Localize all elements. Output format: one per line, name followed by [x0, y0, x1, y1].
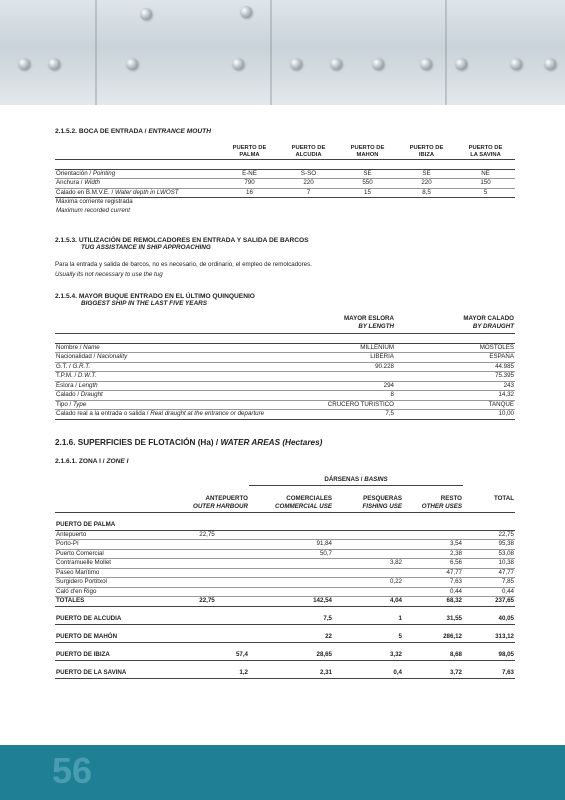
group-header-row [55, 476, 515, 486]
cell: 8,5 [397, 188, 456, 198]
cell: 2,38 [403, 549, 463, 559]
cell: 0,4 [333, 669, 403, 678]
cell [165, 633, 249, 642]
cell: 44.985 [395, 362, 515, 372]
cell: ESPAÑA [395, 353, 515, 363]
port-name: PUERTO DE PALMA [56, 521, 116, 529]
cell [249, 578, 333, 588]
label-en: Pointing [92, 169, 116, 177]
cell: SE [338, 169, 397, 179]
col-header-ibiza [397, 145, 456, 160]
plate-seam [445, 0, 447, 105]
cell [249, 587, 333, 597]
cell: 15 [338, 188, 397, 198]
label-es: Calado en B.M.V.E. / [56, 188, 115, 196]
cell: TANQUE [395, 400, 515, 410]
section-title-entrance-mouth [55, 128, 515, 135]
table-header-row [55, 495, 515, 513]
rivet-icon [510, 58, 522, 70]
col-header-en: OTHER USES [421, 503, 462, 510]
rivet-icon [455, 58, 467, 70]
header-banner-metal-plate [0, 0, 565, 105]
col-header-alcudia [279, 145, 338, 160]
water-areas-table [55, 476, 515, 679]
label-es: Calado real a la entrada o salida / [56, 410, 151, 418]
col-header-en: BY LENGTH [358, 323, 394, 330]
cell [333, 549, 403, 559]
cell: 6,56 [403, 559, 463, 569]
col-header-total: TOTAL [463, 495, 515, 513]
col-header-en: FISHING USE [362, 503, 402, 510]
cell: 294 [295, 381, 395, 391]
row-label: Surgidero Portitxol [55, 578, 165, 588]
cell [249, 568, 333, 578]
label-es: Tipo / [56, 400, 73, 408]
row-label [55, 353, 295, 363]
port-row [55, 651, 515, 660]
basins-group-header [249, 476, 463, 486]
row-label: PUERTO DE ALCUDIA [55, 615, 165, 624]
row-label [55, 343, 295, 353]
table-row [55, 353, 515, 363]
rivet-icon [544, 58, 556, 70]
section-title-zone-i [55, 458, 515, 465]
cell: 22,75 [165, 530, 249, 540]
label-es: Orientación / [56, 169, 93, 177]
cell: 5 [333, 633, 403, 642]
cell: 286,12 [403, 633, 463, 642]
col-header-line: PUERTO DE [232, 145, 267, 151]
table-row [55, 568, 515, 578]
page-number: 56 [52, 750, 93, 791]
label-es: Eslora / [56, 381, 79, 389]
cell: 7,63 [403, 578, 463, 588]
cell: 75.395 [395, 372, 515, 382]
row-label: Antepuerto [55, 530, 165, 540]
cell: 220 [279, 179, 338, 189]
title-en: WATER AREAS (Hectares) [220, 437, 323, 447]
cell: 10,00 [395, 410, 515, 420]
section-title-biggest-ship: 2.1.5.4. MAYOR BUQUE ENTRADO EN EL ÚLTIMO QUINQUENIO [55, 293, 255, 300]
cell: 7 [279, 188, 338, 198]
cell: NE [456, 169, 515, 179]
cell: 3,54 [403, 540, 463, 550]
label-en: Real draught at the entrance or departure [150, 410, 265, 418]
label-en: Name [83, 343, 100, 351]
cell: 22,75 [165, 597, 249, 607]
label-es: Calado / [56, 391, 81, 399]
cell: 50,7 [249, 549, 333, 559]
cell: 53,08 [463, 549, 515, 559]
rivet-icon [232, 58, 244, 70]
col-header-line: IBIZA [418, 152, 435, 158]
label-es: Nacionalidad / [56, 353, 97, 361]
section-title-water-areas [55, 438, 515, 447]
row-label [55, 372, 295, 382]
section-title-tug-assistance: 2.1.5.3. UTILIZACIÓN DE REMOLCADORES EN ENTRADA Y SALIDA DE BARCOS [55, 237, 309, 244]
row-label [55, 169, 220, 179]
cell: 16 [220, 188, 279, 198]
table-row [55, 530, 515, 540]
col-header-other [403, 495, 463, 513]
cell [333, 530, 403, 540]
cell: 243 [395, 381, 515, 391]
table-row [55, 343, 515, 353]
col-header-fishing [333, 495, 403, 513]
label-en: Water depth in LWOST [114, 188, 179, 196]
cell: 68,32 [403, 597, 463, 607]
cell: E-NE [220, 169, 279, 179]
cell: 3,32 [333, 651, 403, 660]
cell [165, 549, 249, 559]
cell: 220 [397, 179, 456, 189]
col-header-en: BY DRAUGHT [472, 323, 514, 330]
table-header-row [55, 315, 515, 334]
rivet-icon [48, 58, 60, 70]
row-label: Máxima corriente registrada [56, 198, 133, 206]
cell [165, 615, 249, 624]
cell: 28,65 [249, 651, 333, 660]
cell: 550 [338, 179, 397, 189]
entrance-mouth-table [55, 145, 515, 215]
row-label: Porto-Pí [55, 540, 165, 550]
row-label: TOTALES [55, 597, 165, 607]
cell: 7,5 [295, 410, 395, 420]
cell [333, 568, 403, 578]
cell: 0,22 [333, 578, 403, 588]
cell: 790 [220, 179, 279, 189]
label-es: T.P.M. / [56, 372, 78, 380]
rivet-icon [140, 8, 152, 20]
col-header-line: PUERTO DE [350, 145, 385, 151]
cell [165, 540, 249, 550]
cell [403, 530, 463, 540]
cell [165, 568, 249, 578]
paragraph-en: Usually its not necessary to use the tug [55, 270, 163, 278]
col-header-es: COMERCIALES [286, 494, 332, 502]
row-label [55, 410, 295, 420]
col-header-es: PESQUERAS [363, 494, 402, 502]
title-es: 2.1.5.2. BOCA DE ENTRADA / [55, 128, 149, 135]
cell: 5 [456, 188, 515, 198]
col-header-es: RESTO [440, 494, 462, 502]
label-es: G.T. / [56, 362, 73, 370]
label-en: G.R.T. [72, 362, 91, 370]
cell: 3,82 [333, 559, 403, 569]
row-label: Puerto Comercial [55, 549, 165, 559]
cell: LIBERIA [295, 353, 395, 363]
label-en: Length [78, 381, 98, 389]
cell: S-SO [279, 169, 338, 179]
label-en: Type [72, 400, 87, 408]
row-label: PUERTO DE LA SAVINA [55, 669, 165, 678]
row-label: Caló d'en Rigo [55, 587, 165, 597]
table-row [55, 207, 515, 216]
col-header-es: ANTEPUERTO [205, 494, 248, 502]
table-row [55, 540, 515, 550]
cell [249, 559, 333, 569]
group-en: BASINS [364, 475, 388, 483]
cell: 4,04 [333, 597, 403, 607]
cell [165, 587, 249, 597]
cell: 3,72 [403, 669, 463, 678]
col-header-outer-harbour [165, 495, 249, 513]
cell [249, 530, 333, 540]
row-label [55, 391, 295, 401]
cell [333, 587, 403, 597]
rivet-icon [240, 6, 252, 18]
cell: 57,4 [165, 651, 249, 660]
table-row [55, 391, 515, 401]
cell [295, 372, 395, 382]
col-header-line: PUERTO DE [409, 145, 444, 151]
cell: 8,68 [403, 651, 463, 660]
table-row [55, 179, 515, 189]
cell [165, 559, 249, 569]
label-en: Width [84, 179, 100, 187]
cell: 7,85 [463, 578, 515, 588]
cell: 22,75 [463, 530, 515, 540]
rivet-icon [372, 58, 384, 70]
document-body [55, 128, 515, 679]
label-en: Draught [80, 391, 103, 399]
cell: 237,65 [463, 597, 515, 607]
col-header-palma [220, 145, 279, 160]
col-header-savina [456, 145, 515, 160]
cell: CRUCERO TURISTICO [295, 400, 395, 410]
col-header-line: ALCUDIA [295, 152, 322, 158]
port-row [55, 669, 515, 678]
biggest-ship-table [55, 315, 515, 420]
table-row [55, 587, 515, 597]
table-row [55, 400, 515, 410]
title-es: 2.1.6.1. ZONA I / [55, 457, 107, 465]
cell [333, 540, 403, 550]
rivet-icon [290, 58, 302, 70]
table-row [55, 198, 515, 207]
table-row [55, 410, 515, 420]
plate-seam [95, 0, 97, 105]
table-row [55, 362, 515, 372]
row-label: Contramuelle Mollet [55, 559, 165, 569]
port-group-header [55, 521, 515, 530]
paragraph-es: Para la entrada y salida de barcos, no es necesario, de ordinario, el empleo de remolcadores. [55, 261, 312, 268]
title-en: ZONE I [106, 457, 129, 465]
col-header-es: MAYOR ESLORA [344, 315, 394, 322]
cell: 98,05 [463, 651, 515, 660]
table-row [55, 169, 515, 179]
row-label [55, 381, 295, 391]
title-es: 2.1.6. SUPERFICIES DE FLOTACIÓN (Ha) / [55, 437, 221, 447]
totals-row [55, 597, 515, 607]
label-en: Nacionality [96, 353, 128, 361]
label-en: D.W.T. [77, 372, 97, 380]
cell: 7,5 [249, 615, 333, 624]
cell: MILLENIUM [295, 343, 395, 353]
group-es: DÁRSENAS / [324, 475, 365, 483]
col-header-line: PUERTO DE [291, 145, 326, 151]
table-row [55, 578, 515, 588]
cell: 0,44 [463, 587, 515, 597]
table-header-row [55, 145, 515, 160]
col-header-mahon [338, 145, 397, 160]
row-label: Paseo Marítimo [55, 568, 165, 578]
cell: SE [397, 169, 456, 179]
col-header-es: MAYOR CALADO [463, 315, 514, 322]
table-row [55, 559, 515, 569]
cell: 95,38 [463, 540, 515, 550]
footer-band [0, 745, 565, 800]
cell: 47,77 [403, 568, 463, 578]
cell: 142,54 [249, 597, 333, 607]
col-header-en: COMMERCIAL USE [275, 503, 332, 510]
row-label [55, 400, 295, 410]
cell: 0,44 [403, 587, 463, 597]
rivet-icon [18, 58, 30, 70]
port-row [55, 633, 515, 642]
label-es: Nombre / [56, 343, 84, 351]
title-en: ENTRANCE MOUTH [148, 128, 211, 135]
col-header-line: PUERTO DE [468, 145, 503, 151]
cell: MÓSTOLES [395, 343, 515, 353]
row-label: PUERTO DE MAHÓN [55, 633, 165, 642]
cell: 7,63 [463, 669, 515, 678]
col-header-line: LA SAVINA [470, 152, 501, 158]
cell: 90.228 [295, 362, 395, 372]
row-label [55, 362, 295, 372]
table-row [55, 372, 515, 382]
table-row [55, 549, 515, 559]
rivet-icon [420, 58, 432, 70]
row-label [55, 179, 220, 189]
cell [165, 578, 249, 588]
section-subtitle: BIGGEST SHIP IN THE LAST FIVE YEARS [81, 300, 208, 307]
table-row [55, 188, 515, 198]
row-label: PUERTO DE IBIZA [55, 651, 165, 660]
cell: 1 [333, 615, 403, 624]
rivet-icon [330, 58, 342, 70]
cell: 31,55 [403, 615, 463, 624]
section-subtitle: TUG ASSISTANCE IN SHIP APPROACHING [81, 244, 211, 251]
col-header-line: MAHON [356, 152, 379, 158]
row-label [55, 188, 220, 198]
plate-seam [270, 0, 272, 105]
cell: 1,2 [165, 669, 249, 678]
cell: 47,77 [463, 568, 515, 578]
col-header-commercial [249, 495, 333, 513]
port-row [55, 615, 515, 624]
cell: 10,38 [463, 559, 515, 569]
cell: 22 [249, 633, 333, 642]
col-header-en: OUTER HARBOUR [193, 503, 248, 510]
cell: 91,84 [249, 540, 333, 550]
table-row [55, 381, 515, 391]
row-label: Maximum recorded current [56, 206, 130, 214]
cell: 14,32 [395, 391, 515, 401]
cell: 313,12 [463, 633, 515, 642]
cell: 2,31 [249, 669, 333, 678]
col-header-line: PALMA [239, 152, 260, 158]
label-es: Anchura / [56, 179, 85, 187]
cell: 40,05 [463, 615, 515, 624]
cell: 150 [456, 179, 515, 189]
col-header-draught [395, 315, 515, 334]
rivet-icon [126, 58, 138, 70]
col-header-length [295, 315, 395, 334]
cell: 8 [295, 391, 395, 401]
